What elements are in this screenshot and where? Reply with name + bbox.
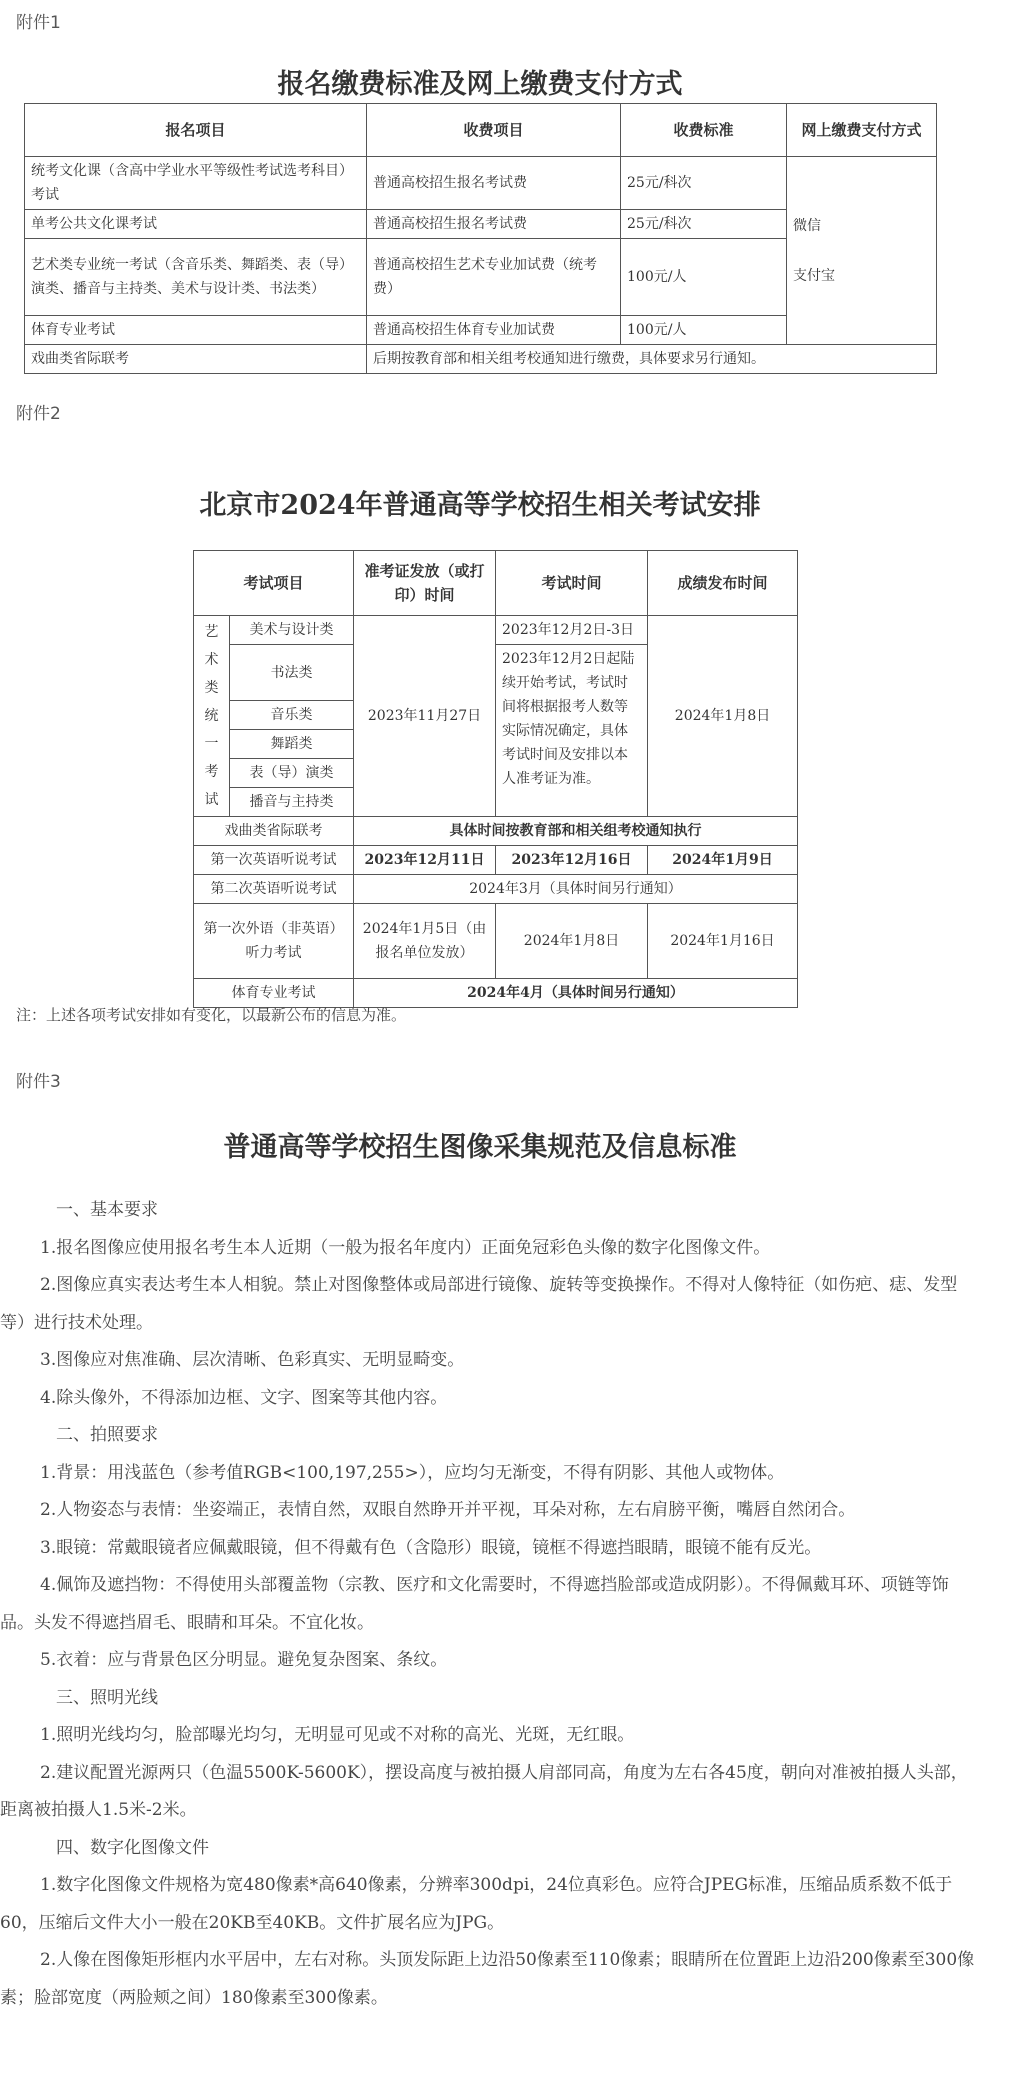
paragraph: 5.衣着：应与背景色区分明显。避免复杂图案、条纹。: [40, 1650, 448, 1670]
paragraph: 2.图像应真实表达考生本人相貌。禁止对图像整体或局部进行镜像、旋转等变换操作。不得对人像特征（如伤疤、痣、发型等）进行技术处理。: [0, 1275, 958, 1333]
fee-category: 普通高校招生报名考试费: [367, 210, 621, 239]
english-exam-1-item: 第一次英语听说考试: [194, 846, 354, 875]
art-item: 表（导）演类: [230, 759, 354, 788]
table-row: [194, 875, 798, 904]
fee-amount: 100元/人: [621, 316, 787, 345]
paragraph: 1.报名图像应使用报名考生本人近期（一般为报名年度内）正面免冠彩色头像的数字化图像文件。: [40, 1237, 771, 1258]
schedule-header: 考试时间: [496, 551, 648, 616]
fee-table-header: 收费标准: [621, 104, 787, 157]
section-heading: 四、数字化图像文件: [56, 1837, 209, 1858]
fee-item: 单考公共文化课考试: [25, 210, 367, 239]
sports-exam-item: 体育专业考试: [194, 979, 354, 1008]
table-row: [194, 904, 798, 979]
english-exam-2-schedule: 2024年3月（具体时间另行通知）: [354, 875, 798, 904]
paragraph: 2.建议配置光源两只（色温5500K-5600K），摆设高度与被拍摄人肩部同高，角度为左右各45度，朝向对准被拍摄人头部，距离被拍摄人1.5米-2米。: [0, 1762, 968, 1820]
schedule-header: 成绩发布时间: [648, 551, 798, 616]
table-row: [194, 846, 798, 875]
english-exam-1-date: 2023年12月16日: [496, 846, 648, 875]
fee-category: 普通高校招生报名考试费: [367, 157, 621, 210]
art-exam-group: [194, 616, 230, 817]
fee-amount: 25元/科次: [621, 210, 787, 239]
art-result-date: 2024年1月8日: [648, 616, 798, 817]
payment-method-alipay: 支付宝: [793, 267, 835, 284]
fee-item: 统考文化课（含高中学业水平等级性考试选考科目）考试: [25, 157, 367, 210]
section-heading: 一、基本要求: [56, 1200, 158, 1220]
art-item: 播音与主持类: [230, 788, 354, 817]
paragraph: 1.照明光线均匀，脸部曝光均匀，无明显可见或不对称的高光、光斑，无红眼。: [40, 1725, 635, 1745]
table-row: [194, 817, 798, 846]
table-row: [25, 345, 937, 374]
fee-category: 普通高校招生艺术专业加试费（统考费）: [367, 239, 621, 316]
attachment-2-label: 附件2: [16, 404, 61, 424]
english-exam-2-item: 第二次英语听说考试: [194, 875, 354, 904]
section-heading: 二、拍照要求: [56, 1425, 158, 1445]
table-row: [25, 157, 937, 210]
art-item: 书法类: [230, 645, 354, 701]
foreign-exam-result: 2024年1月16日: [648, 904, 798, 979]
paragraph: 4.佩饰及遮挡物：不得使用头部覆盖物（宗教、医疗和文化需要时，不得遮挡脸部或造成阴影）。不得佩戴耳环、项链等饰品。头发不得遮挡眉毛、眼睛和耳朵。不宜化妆。: [0, 1575, 949, 1633]
schedule-note: 注：上述各项考试安排如有变化，以最新公布的信息为准。: [16, 1006, 407, 1024]
fee-amount: 100元/人: [621, 239, 787, 316]
paragraph: 2.人像在图像矩形框内水平居中，左右对称。头顶发际距上边沿50像素至110像素；眼睛所在位置距上边沿200像素至300像素；脸部宽度（两脸颊之间）180像素至300像素。: [0, 1950, 975, 2008]
paragraph: 1.背景：用浅蓝色（参考值RGB<100,197,255>），应均匀无渐变，不得有阴影、其他人或物体。: [40, 1462, 785, 1483]
fee-table-header: 收费项目: [367, 104, 621, 157]
fee-table-header: 网上缴费支付方式: [787, 104, 937, 157]
opera-exam-schedule: 具体时间按教育部和相关组考校通知执行: [354, 817, 798, 846]
art-exam-detail: 2023年12月2日起陆续开始考试，考试时间将根据报考人数等实际情况确定，具体考试时间及安排以本人准考证为准。: [496, 645, 648, 817]
opera-exam-item: 戏曲类省际联考: [194, 817, 354, 846]
paragraph: 4.除头像外，不得添加边框、文字、图案等其他内容。: [40, 1387, 448, 1408]
fee-category: 普通高校招生体育专业加试费: [367, 316, 621, 345]
table-row: [194, 616, 798, 645]
image-standard-body: [0, 1192, 975, 2017]
attachment-1-label: 附件1: [16, 13, 61, 33]
fee-item: 戏曲类省际联考: [25, 345, 367, 374]
foreign-exam-item: 第一次外语（非英语）听力考试: [194, 904, 354, 979]
paragraph: 1.数字化图像文件规格为宽480像素*高640像素，分辨率300dpi，24位真彩色。应符合JPEG标准，压缩品质系数不低于60，压缩后文件大小一般在20KB至40KB。文件扩展名应为JPG。: [0, 1875, 953, 1933]
art-group-label: 艺术类统一考试: [204, 624, 219, 808]
attachment-3-label: 附件3: [16, 1072, 61, 1092]
fee-table-header: 报名项目: [25, 104, 367, 157]
art-admit-date: 2023年11月27日: [354, 616, 496, 817]
paragraph: 3.图像应对焦准确、层次清晰、色彩真实、无明显畸变。: [40, 1350, 465, 1370]
payment-method-wechat: 微信: [793, 217, 821, 234]
art-item: 美术与设计类: [230, 616, 354, 645]
paragraph: 3.眼镜：常戴眼镜者应佩戴眼镜，但不得戴有色（含隐形）眼镜，镜框不得遮挡眼睛，眼镜不能有反光。: [40, 1537, 822, 1558]
art-exam-first-date: 2023年12月2日-3日: [496, 616, 648, 645]
exam-schedule-table: [193, 550, 798, 1008]
foreign-exam-admit: 2024年1月5日（由报名单位发放）: [354, 904, 496, 979]
fee-item: 体育专业考试: [25, 316, 367, 345]
schedule-header: 考试项目: [194, 551, 354, 616]
fee-amount: 25元/科次: [621, 157, 787, 210]
art-item: 音乐类: [230, 701, 354, 730]
fee-note: 后期按教育部和相关组考校通知进行缴费，具体要求另行通知。: [367, 345, 937, 374]
fee-table: [24, 103, 937, 374]
english-exam-1-admit: 2023年12月11日: [354, 846, 496, 875]
english-exam-1-result: 2024年1月9日: [648, 846, 798, 875]
section-heading: 三、照明光线: [56, 1687, 158, 1708]
foreign-exam-date: 2024年1月8日: [496, 904, 648, 979]
paragraph: 2.人物姿态与表情：坐姿端正，表情自然，双眼自然睁开并平视，耳朵对称，左右肩膀平衡，嘴唇自然闭合。: [40, 1500, 856, 1520]
attachment-1-title: 报名缴费标准及网上缴费支付方式: [277, 69, 683, 100]
payment-methods: [787, 157, 937, 345]
schedule-header: 准考证发放（或打印）时间: [354, 551, 496, 616]
attachment-3-title: 普通高等学校招生图像采集规范及信息标准: [223, 1132, 737, 1163]
fee-item: 艺术类专业统一考试（含音乐类、舞蹈类、表（导）演类、播音与主持类、美术与设计类、书法类）: [25, 239, 367, 316]
sports-exam-schedule: 2024年4月（具体时间另行通知）: [354, 979, 798, 1008]
attachment-2-title: 北京市2024年普通高等学校招生相关考试安排: [199, 490, 761, 521]
art-item: 舞蹈类: [230, 730, 354, 759]
